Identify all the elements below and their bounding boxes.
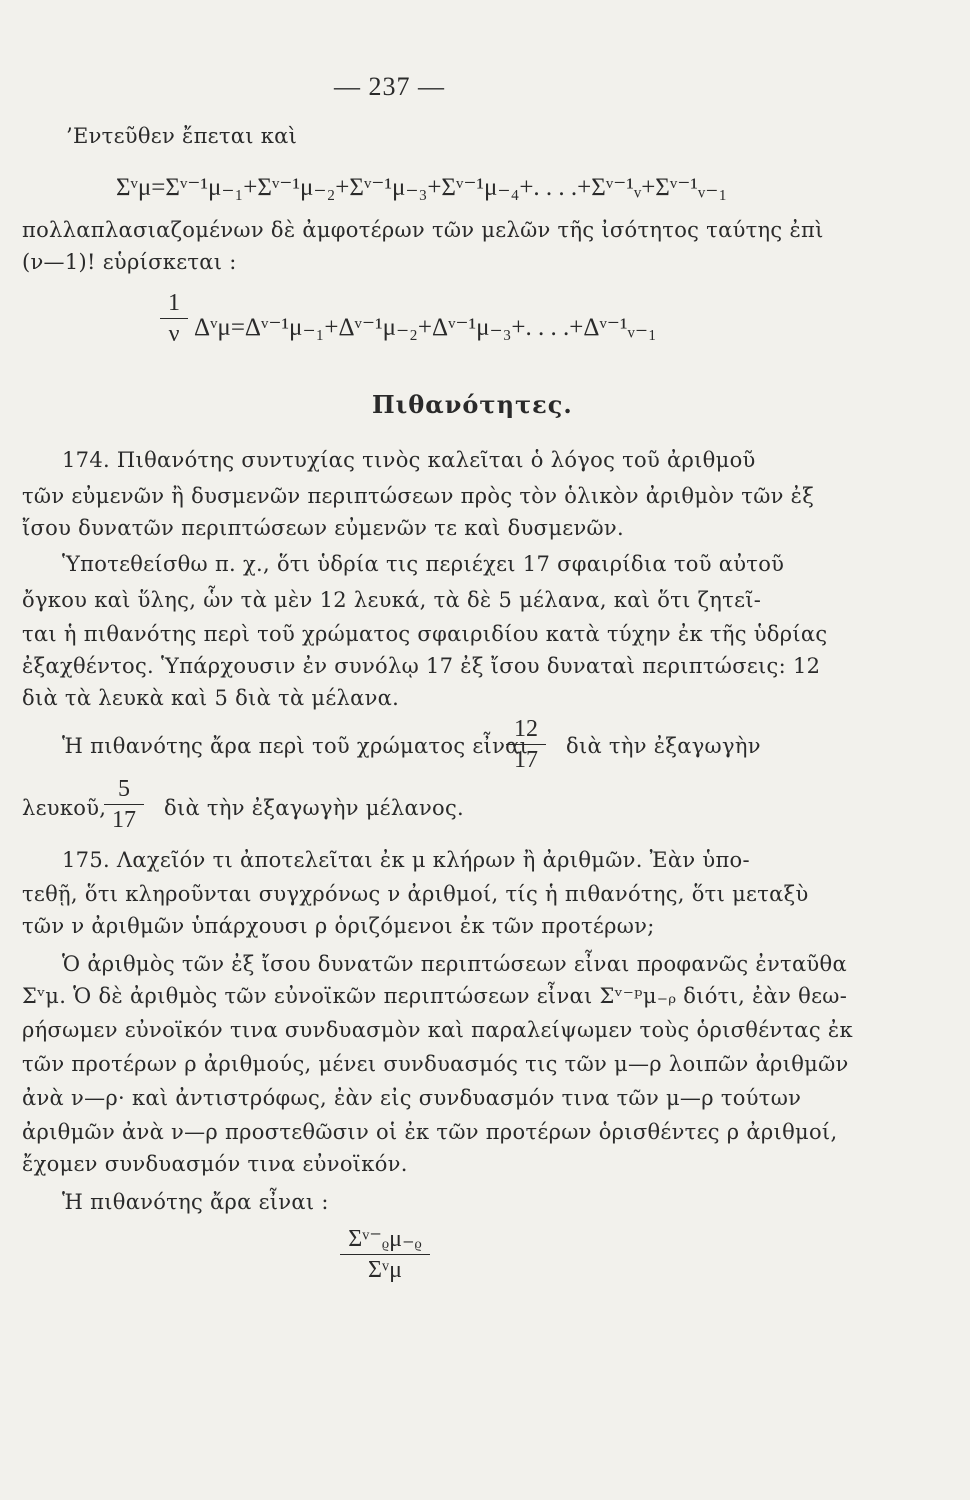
text-line: (ν—1)! εὑρίσκεται :	[22, 250, 237, 274]
paragraph-175-line: ἀριθμῶν ἀνὰ ν—ρ προστεθῶσιν οἱ ἐκ τῶν προτέρων ὁρισθέντες ρ ἀριθμοί,	[22, 1120, 838, 1144]
paragraph-175-line: τεθῇ, ὅτι κληροῦνται συγχρόνως ν ἀριθμοί, τίς ἡ πιθανότης, ὅτι μεταξὺ	[22, 882, 809, 906]
paragraph-174-line: 174. Πιθανότης συντυχίας τινὸς καλεῖται ὁ λόγος τοῦ ἀριθμοῦ	[62, 448, 756, 472]
paragraph-174-line: ται ἡ πιθανότης περὶ τοῦ χρώματος σφαιριδίου κατὰ τύχην ἐκ τῆς ὑδρίας	[22, 622, 828, 646]
paragraph-175-line: Ἡ πιθανότης ἄρα εἶναι :	[62, 1190, 329, 1214]
text-line: πολλαπλασιαζομένων δὲ ἀμφοτέρων τῶν μελῶν τῆς ἰσότητος ταύτης ἐπὶ	[22, 218, 824, 242]
fraction-probability	[340, 1226, 430, 1283]
fraction-numerator: 5	[118, 776, 130, 802]
paragraph-174-line: λευκοῦ,	[22, 796, 107, 820]
fraction-bar	[104, 804, 144, 805]
paragraph-174-line: ἴσου δυνατῶν περιπτώσεων εὐμενῶν τε καὶ δυσμενῶν.	[22, 516, 624, 540]
fraction-12-over-17	[506, 716, 546, 773]
fraction-denominator: 17	[112, 807, 136, 833]
paragraph-174-line: ἐξαχθέντος. Ὑπάρχουσιν ἐν συνόλῳ 17 ἐξ ἴσου δυναταὶ περιπτώσεις: 12	[22, 654, 821, 678]
paragraph-175-line: Ὁ ἀριθμὸς τῶν ἐξ ἴσου δυνατῶν περιπτώσεων εἶναι προφανῶς ἐνταῦθα	[62, 952, 847, 976]
paragraph-174-line: ὄγκου καὶ ὕλης, ὧν τὰ μὲν 12 λευκά, τὰ δὲ 5 μέλανα, καὶ ὅτι ζητεῖ-	[22, 588, 762, 612]
fraction-numerator: Σᵛ⁻ᵨμ₋ᵨ	[348, 1226, 422, 1252]
fraction-numerator: 1	[168, 290, 180, 316]
paragraph-175-line: Σᵛμ. Ὁ δὲ ἀριθμὸς τῶν εὐνοϊκῶν περιπτώσεων εἶναι Σᵛ⁻ᵖμ₋ᵨ διότι, ἐὰν θεω-	[22, 984, 848, 1008]
paragraph-174-line: Ὑποτεθείσθω π. χ., ὅτι ὑδρία τις περιέχει 17 σφαιρίδια τοῦ αὐτοῦ	[62, 552, 785, 576]
paragraph-174-line: διὰ τὴν ἐξαγωγὴν μέλανος.	[164, 796, 465, 820]
fraction-denominator: 17	[514, 747, 538, 773]
paragraph-175-line: τῶν ν ἀριθμῶν ὑπάρχουσι ρ ὁριζόμενοι ἐκ τῶν προτέρων;	[22, 914, 655, 938]
paragraph-174-line: τῶν εὐμενῶν ἢ δυσμενῶν περιπτώσεων πρὸς τὸν ὁλικὸν ἀριθμὸν τῶν ἐξ	[22, 484, 815, 508]
text-line: ’Εντεῦθεν ἔπεται καὶ	[66, 124, 298, 148]
paragraph-175-line: ἀνὰ ν—ρ· καὶ ἀντιστρόφως, ἐὰν εἰς συνδυασμόν τινα τῶν μ—ρ τούτων	[22, 1086, 802, 1110]
paragraph-174-line: Ἡ πιθανότης ἄρα περὶ τοῦ χρώματος εἶναι	[62, 734, 529, 758]
fraction-one-over-nu	[160, 290, 188, 347]
formula-delta-recursion: Δᵛμ=Δᵛ⁻¹μ₋₁+Δᵛ⁻¹μ₋₂+Δᵛ⁻¹μ₋₃+. . . .+Δᵛ⁻¹ᵥ₋₁	[194, 314, 657, 341]
paragraph-174-line: διὰ τὴν ἐξαγωγὴν	[566, 734, 761, 758]
fraction-denominator: Σᵛμ	[368, 1257, 402, 1283]
paragraph-175-line: ρήσωμεν εὐνοϊκόν τινα συνδυασμὸν καὶ παραλείψωμεν τοὺς ὁρισθέντας ἐκ	[22, 1018, 853, 1042]
section-heading: Πιθανότητες.	[372, 390, 573, 419]
paragraph-175-line: 175. Λαχεῖόν τι ἀποτελεῖται ἐκ μ κλήρων ἢ ἀριθμῶν. Ἐὰν ὑπο-	[62, 848, 750, 872]
fraction-denominator: ν	[168, 321, 180, 347]
fraction-5-over-17	[104, 776, 144, 833]
fraction-bar	[506, 744, 546, 745]
fraction-numerator: 12	[514, 716, 538, 742]
paragraph-175-line: ἔχομεν συνδυασμόν τινα εὐνοϊκόν.	[22, 1152, 408, 1176]
fraction-bar	[160, 318, 188, 319]
fraction-bar	[340, 1254, 430, 1255]
formula-sum-recursion: Σᵛμ=Σᵛ⁻¹μ₋₁+Σᵛ⁻¹μ₋₂+Σᵛ⁻¹μ₋₃+Σᵛ⁻¹μ₋₄+. . . .+Σᵛ⁻¹ᵥ+Σᵛ⁻¹ᵥ₋₁	[116, 174, 728, 201]
paragraph-174-line: διὰ τὰ λευκὰ καὶ 5 διὰ τὰ μέλανα.	[22, 686, 400, 710]
paragraph-175-line: τῶν προτέρων ρ ἀριθμούς, μένει συνδυασμός τις τῶν μ—ρ λοιπῶν ἀριθμῶν	[22, 1052, 849, 1076]
page-number: — 237 —	[334, 72, 445, 101]
